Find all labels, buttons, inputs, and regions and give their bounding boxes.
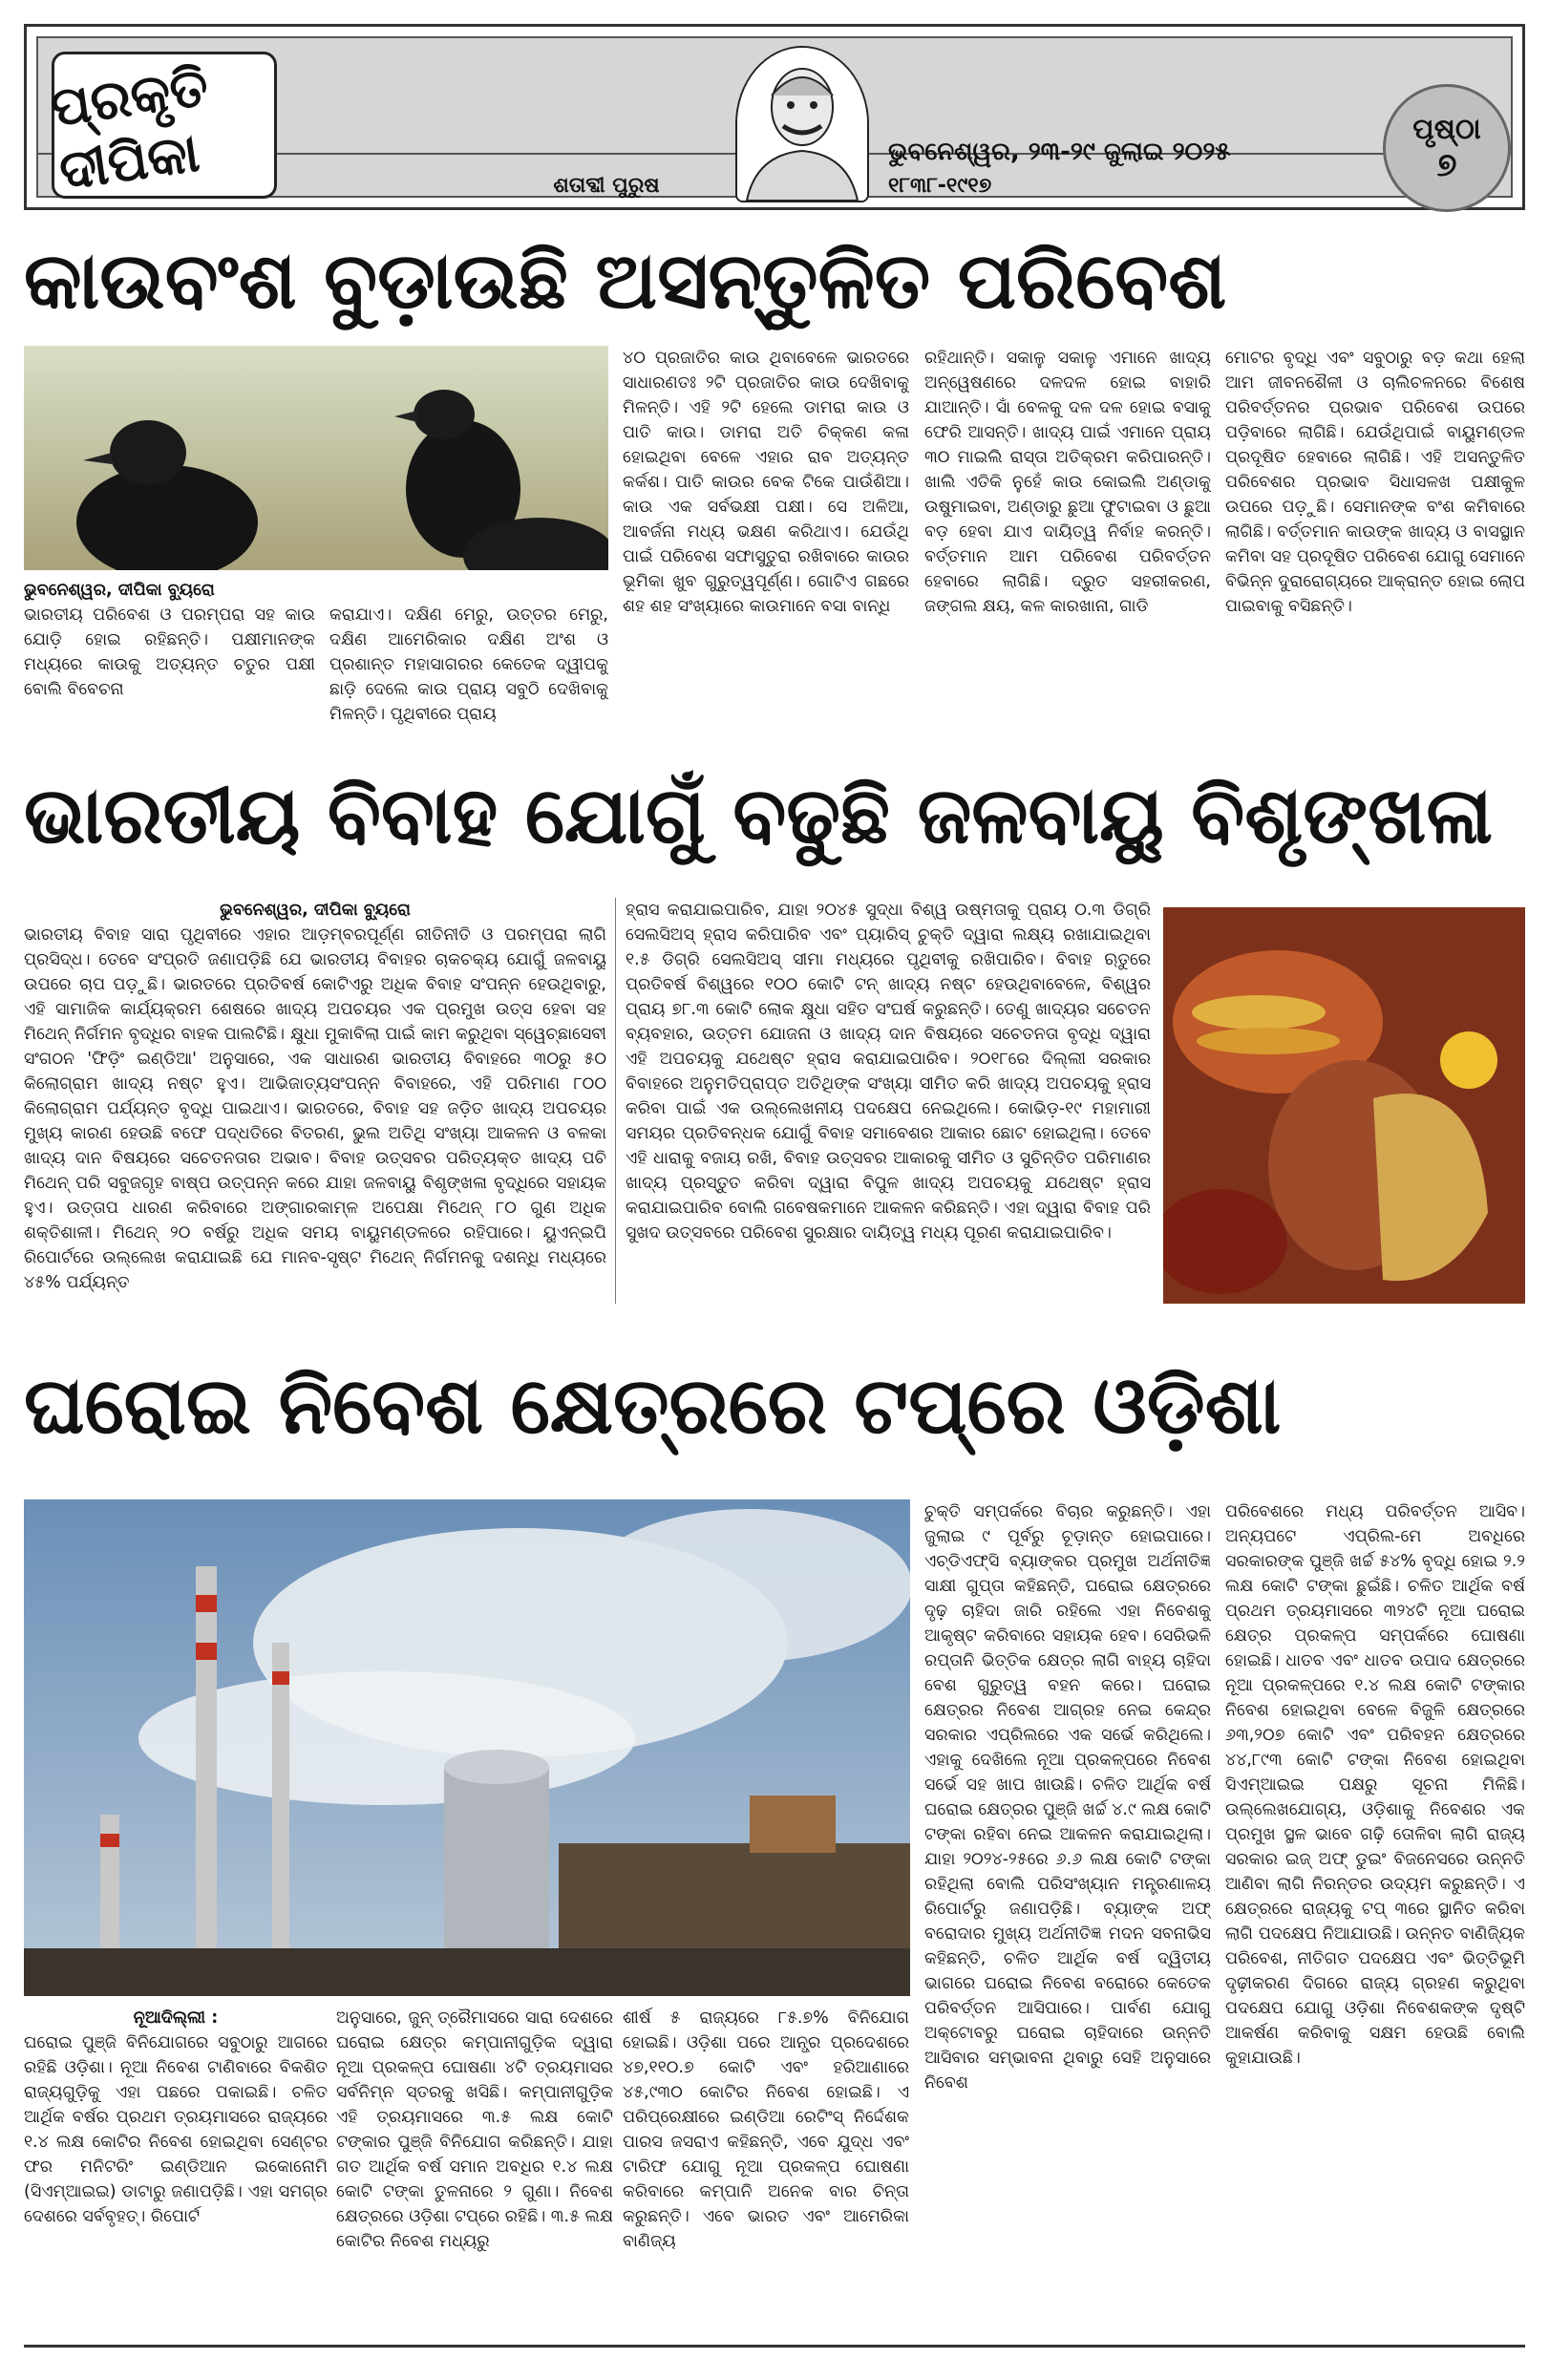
story3-col3-text: ଶୀର୍ଷ ୫ ରାଜ୍ୟରେ ୮୫.୭% ବିନିଯୋଗ ହୋଇଛି। ଓଡ଼ିଶା ପରେ ଆନ୍ଧ୍ର ପ୍ରଦେଶରେ ୪୭,୧୧୦.୭ କୋଟି ଏବଂ ହରିଆଣାରେ ୪୫,୯୩୦ କୋଟିର ନିବେଶ ହୋଇଛି। ଏ ପରିପ୍ରେକ୍ଷୀରେ ଇଣ୍ଡିଆ ରେଟିଂସ୍ ନିର୍ଦ୍ଦେଶକ ପାରସ ଜସରାଏ କହିଛନ୍ତି, ଏବେ ଯୁଦ୍ଧ ଏବଂ ଟାରିଫ ଯୋଗୁ ନୂଆ ପ୍ରକଳ୍ପ ଘୋଷଣା କରିବାରେ କମ୍ପାନି ଅନେକ ବାର ଚିନ୍ତା କରୁଛନ୍ତି। ଏବେ ଭାରତ ଏବଂ ଆମେରିକା ବାଣିଜ୍ୟ	[623, 2008, 909, 2251]
story2-column-1	[24, 898, 606, 1308]
crow-photo-icon	[24, 346, 608, 570]
portrait-illustration-icon	[735, 46, 869, 202]
masthead	[24, 24, 1525, 210]
story2-column-2	[626, 898, 1151, 1308]
logo-text: ପ୍ରକୃତି ଦୀପିକା	[46, 54, 213, 203]
masthead-panel	[36, 36, 1513, 203]
masthead-years: ୧୮୩୮-୧୯୧୭	[888, 174, 992, 198]
story1-column-4	[924, 346, 1211, 735]
story2-headline: ଭାରତୀୟ ବିବାହ ଯୋଗୁଁ ବଢୁଛି ଜଳବାୟୁ ବିଶୃଙ୍ଖଳା	[24, 771, 1494, 861]
wedding-photo-icon	[1163, 907, 1525, 1304]
story1-column-2	[329, 603, 608, 735]
story1-col1-text: ଭାରତୀୟ ପରିବେଶ ଓ ପରମ୍ପରା ସହ କାଉ ଯୋଡ଼ି ହୋଇ ରହିଛନ୍ତି। ପକ୍ଷୀମାନଙ୍କ ମଧ୍ୟରେ କାଉକୁ ଅତ୍ୟନ୍ତ ଚତୁର ପକ୍ଷୀ ବୋଲି ବିବେଚନା	[24, 606, 315, 699]
story1-headline: କାଉବଂଶ ବୁଡ଼ାଉଛି ଅସନ୍ତୁଳିତ ପରିବେଶ	[24, 236, 1227, 327]
story3-column-1	[24, 2006, 328, 2330]
factory-photo-icon	[24, 1499, 910, 1996]
story1-col4-text: ରହିଥାନ୍ତି। ସକାଳୁ ସକାଳୁ ଏମାନେ ଖାଦ୍ୟ ଅନ୍ୱେଷଣରେ ଦଳଦଳ ହୋଇ ବାହାରି ଯାଆନ୍ତି। ସାଁ ବେଳକୁ ଦଳ ଦଳ ହୋଇ ବସାକୁ ଫେରି ଆସନ୍ତି। ଖାଦ୍ୟ ପାଇଁ ଏମାନେ ପ୍ରାୟ ୩୦ ମାଇଲି ରାସ୍ତା ଅତିକ୍ରମ କରିପାରନ୍ତି। ଖାଲି ଏତିକି ନୁହେଁ କାଉ କୋଇଲି ଅଣ୍ଡାକୁ ଉଷୁମାଇବା, ଅଣ୍ଡାରୁ ଛୁଆ ଫୁଟାଇବା ଓ ଛୁଆ ବଡ଼ ହେବା ଯାଏ ଦାୟିତ୍ୱ ନିର୍ବାହ କରନ୍ତି। ବର୍ତ୍ତମାନ ଆମ ପରିବେଶ ପରିବର୍ତ୍ତନ ହେବାରେ ଲାଗିଛି। ଦ୍ରୁତ ସହରୀକରଣ, ଜଙ୍ଗଲ କ୍ଷୟ, କଳ କାରଖାନା, ଗାଡି	[924, 349, 1211, 616]
story1-col5-text: ମୋଟର ବୃଦ୍ଧି ଏବଂ ସବୁଠାରୁ ବଡ଼ କଥା ହେଲା ଆମ ଜୀବନଶୈଳୀ ଓ ଚାଲିଚଳନରେ ବିଶେଷ ପରିବର୍ତ୍ତନର ପ୍ରଭାବ ପରିବେଶ ଉପରେ ପଡ଼ିବାରେ ଲାଗିଛି। ଯେଉଁଥିପାଇଁ ବାୟୁମଣ୍ଡଳ ପ୍ରଦୂଷିତ ହେବାରେ ଲାଗିଛି। ଏହି ଅସନ୍ତୁଳିତ ପରିବେଶର ପ୍ରଭାବ ସିଧାସଳଖ ପକ୍ଷୀକୁଳ ଉପରେ ପଡ଼ୁଛି। ସେମାନଙ୍କ ବଂଶ କମିବାରେ ଲାଗିଛି। ବର୍ତ୍ତମାନ କାଉଙ୍କ ଖାଦ୍ୟ ଓ ବାସସ୍ଥାନ କମିବା ସହ ପ୍ରଦୂଷିତ ପରିବେଶ ଯୋଗୁ ସେମାନେ ବିଭିନ୍ନ ଦୁରାରୋଗ୍ୟରେ ଆକ୍ରାନ୍ତ ହୋଇ ଲୋପ ପାଇବାକୁ ବସିଛନ୍ତି।	[1225, 349, 1525, 616]
story1-column-3	[623, 346, 909, 735]
story2-byline: ଭୁବନେଶ୍ୱର, ଦୀପିକା ବ୍ୟୁରୋ	[220, 901, 411, 920]
story3-col4-text: ଚୁକ୍ତି ସମ୍ପର୍କରେ ବିଚାର କରୁଛନ୍ତି। ଏହା ଜୁଲାଇ ୯ ପୂର୍ବରୁ ଚୂଡ଼ାନ୍ତ ହୋଇପାରେ। ଏଚ୍‌ଡିଏଫ୍‌ସି ବ୍ୟାଙ୍କର ପ୍ରମୁଖ ଅର୍ଥନୀତିଜ୍ଞ ସାକ୍ଷୀ ଗୁପ୍ତା କହିଛନ୍ତି, ଘରୋଇ କ୍ଷେତ୍ରରେ ଦୃଢ଼ ଚାହିଦା ଜାରି ରହିଲେ ଏହା ନିବେଶକୁ ଆକୃଷ୍ଟ କରିବାରେ ସହାୟକ ହେବ। ସେରିଭଳି ରପ୍ତାନି ଭିତ୍ତିକ କ୍ଷେତ୍ର ଲାଗି ବାହ୍ୟ ଚାହିଦା ବେଶ ଗୁରୁତ୍ୱ ବହନ କରେ। ଘରୋଇ କ୍ଷେତ୍ରର ନିବେଶ ଆଗ୍ରହ ନେଇ କେନ୍ଦ୍ର ସରକାର ଏପ୍ରିଲରେ ଏକ ସର୍ଭେ କରିଥିଲେ। ଏହାକୁ ଦେଖିଲେ ନୂଆ ପ୍ରକଳ୍ପରେ ନିବେଶ ସର୍ଭେ ସହ ଖାପ ଖାଉଛି। ଚଳିତ ଆର୍ଥିକ ବର୍ଷ ଘରୋଇ କ୍ଷେତ୍ରର ପୁଞ୍ଜି ଖର୍ଚ୍ଚ ୪.୯ ଲକ୍ଷ କୋଟି ଟଙ୍କା ରହିବା ନେଇ ଆକଳନ କରାଯାଇଥିଲା। ଯାହା ୨୦୨୪-୨୫ରେ ୬.୬ ଲକ୍ଷ କୋଟି ଟଙ୍କା ରହିଥିଲା ବୋଲି ପରିସଂଖ୍ୟାନ ମନ୍ତ୍ରଣାଳୟ ରିପୋର୍ଟରୁ ଜଣାପଡ଼ିଛି। ବ୍ୟାଙ୍କ ଅଫ୍ ବରୋଦାର ମୁଖ୍ୟ ଅର୍ଥନୀତିଜ୍ଞ ମଦନ ସବନାଭିସ କହିଛନ୍ତି, ଚଳିତ ଆର୍ଥିକ ବର୍ଷ ଦ୍ୱିତୀୟ ଭାଗରେ ଘରୋଇ ନିବେଶ ବରୋରେ କେତେକ ପରିବର୍ତ୍ତନ ଆସିପାରେ। ପାର୍ବଣ ଯୋଗୁ ଅକ୍ଟୋବରୁ ଘରୋଇ ଚାହିଦାରେ ଉନ୍ନତି ଆସିବାର ସମ୍ଭାବନା ଥିବାରୁ ସେହି ଅନୁସାରେ ନିବେଶ	[924, 1502, 1211, 2093]
story1-column-1	[24, 578, 315, 735]
story2-col1-text: ଭାରତୀୟ ବିବାହ ସାରା ପୃଥିବୀରେ ଏହାର ଆଡ଼ମ୍ବରପୂର୍ଣ୍ଣ ରୀତିନୀତି ଓ ପରମ୍ପରା ଲାଗି ପ୍ରସିଦ୍ଧ। ତେବେ ସଂପ୍ରତି ଜଣାପଡ଼ିଛି ଯେ ଭାରତୀୟ ବିବାହର ଚାକଚକ୍ୟ ଯୋଗୁଁ ଜଳବାୟୁ ଉପରେ ଚାପ ପଡ଼ୁଛି। ଭାରତରେ ପ୍ରତିବର୍ଷ କୋଟିଏରୁ ଅଧିକ ବିବାହ ସଂପନ୍ନ ହେଉଥିବାରୁ, ଏହି ସାମାଜିକ କାର୍ଯ୍ୟକ୍ରମ ଶେଷରେ ଖାଦ୍ୟ ଅପଚୟର ଏକ ପ୍ରମୁଖ ଉତ୍ସ ହେବା ସହ ମିଥେନ୍ ନିର୍ଗମନ ବୃଦ୍ଧିର ବାହକ ପାଲଟିଛି। କ୍ଷୁଧା ମୁକାବିଲା ପାଇଁ କାମ କରୁଥିବା ସ୍ୱେଚ୍ଛାସେବୀ ସଂଗଠନ 'ଫିଡ଼ିଂ ଇଣ୍ଡିଆ' ଅନୁସାରେ, ଏକ ସାଧାରଣ ଭାରତୀୟ ବିବାହରେ ୩୦ରୁ ୫୦ କିଲୋଗ୍ରାମ ଖାଦ୍ୟ ନଷ୍ଟ ହୁଏ। ଆଭିଜାତ୍ୟସଂପନ୍ନ ବିବାହରେ, ଏହି ପରିମାଣ ୮୦୦ କିଲୋଗ୍ରାମ ପର୍ଯ୍ୟନ୍ତ ବୃଦ୍ଧି ପାଇଥାଏ। ଭାରତରେ, ବିବାହ ସହ ଜଡ଼ିତ ଖାଦ୍ୟ ଅପଚୟର ମୁଖ୍ୟ କାରଣ ହେଉଛି ବଫେ ପଦ୍ଧତିରେ ବିତରଣ, ଭୁଲ ଅତିଥି ସଂଖ୍ୟା ଆକଳନ ଓ ବଳକା ଖାଦ୍ୟ ଦାନ ବିଷୟରେ ସଚେତନତାର ଅଭାବ। ବିବାହ ଉତ୍ସବର ପରିତ୍ୟକ୍ତ ଖାଦ୍ୟ ପଚି ମିଥେନ୍ ପରି ସବୁଜଗୃହ ବାଷ୍ପ ଉତ୍ପନ୍ନ କରେ ଯାହା ଜଳବାୟୁ ବିଶୃଙ୍ଖଳା ବୃଦ୍ଧିରେ ସହାୟକ ହୁଏ। ଉତ୍ତାପ ଧାରଣ କରିବାରେ ଅଙ୍ଗାରକାମ୍ଳ ଅପେକ୍ଷା ମିଥେନ୍ ୮୦ ଗୁଣ ଅଧିକ ଶକ୍ତିଶାଳୀ। ମିଥେନ୍ ୨୦ ବର୍ଷରୁ ଅଧିକ ସମୟ ବାୟୁମଣ୍ଡଳରେ ରହିପାରେ। ୟୁଏନ୍‌ଇପି ରିପୋର୍ଟରେ ଉଲ୍ଲେଖ କରାଯାଇଛି ଯେ ମାନବ-ସୃଷ୍ଟ ମିଥେନ୍ ନିର୍ଗମନକୁ ଦଶନ୍ଧି ମଧ୍ୟରେ ୪୫% ପର୍ଯ୍ୟନ୍ତ	[24, 925, 606, 1292]
story1-column-5	[1225, 346, 1525, 735]
newspaper-logo	[46, 52, 277, 203]
story3-column-2	[336, 2006, 613, 2330]
page-label: ପୃଷ୍ଠା	[1412, 112, 1481, 146]
story1-col3-text: ୪୦ ପ୍ରଜାତିର କାଉ ଥିବାବେଳେ ଭାରତରେ ସାଧାରଣତଃ ୨ଟି ପ୍ରଜାତିର କାଉ ଦେଖିବାକୁ ମିଳନ୍ତି। ଏହି ୨ଟି ହେଲେ ଡାମରା କାଉ ଓ ପାତି କାଉ। ଡାମରା ଅତି ଚିକ୍କଣ କଳା ହୋଇଥିବା ବେଳେ ଏହାର ରାବ ଅତ୍ୟନ୍ତ କର୍କଶ। ପାତି କାଉର ବେକ ଟିକେ ପାଉଁଶିଆ। କାଉ ଏକ ସର୍ବଭକ୍ଷୀ ପକ୍ଷୀ। ସେ ଅଳିଆ, ଆବର୍ଜନା ମଧ୍ୟ ଭକ୍ଷଣ କରିଥାଏ। ଯେଉଁଥି ପାଇଁ ପରିବେଶ ସଫାସୁତୁରା ରଖିବାରେ କାଉର ଭୂମିକା ଖୁବ ଗୁରୁତ୍ୱପୂର୍ଣ୍ଣ। ଗୋଟିଏ ଗଛରେ ଶହ ଶହ ସଂଖ୍ୟାରେ କାଉମାନେ ବସା ବାନ୍ଧି	[623, 349, 909, 616]
story3-col2-text: ଅନୁସାରେ, ଜୁନ୍ ତ୍ରୈମାସରେ ସାରା ଦେଶରେ ଘରୋଇ କ୍ଷେତ୍ର କମ୍ପାନୀଗୁଡ଼ିକ ଦ୍ୱାରା ନୂଆ ପ୍ରକଳ୍ପ ଘୋଷଣା ୪ଟି ତ୍ରୟମାସର ସର୍ବନିମ୍ନ ସ୍ତରକୁ ଖସିଛି। କମ୍ପାନୀଗୁଡ଼ିକ ଏହି ତ୍ରୟମାସରେ ୩.୫ ଲକ୍ଷ କୋଟି ଟଙ୍କାର ପୁଞ୍ଜି ବିନିଯୋଗ କରିଛନ୍ତି। ଯାହା ଗତ ଆର୍ଥିକ ବର୍ଷ ସମାନ ଅବଧିର ୧.୪ ଲକ୍ଷ କୋଟି ଟଙ୍କା ତୁଳନାରେ ୨ ଗୁଣା। ନିବେଶ କ୍ଷେତ୍ରରେ ଓଡ଼ିଶା ଟପ୍‌ରେ ରହିଛି। ୩.୫ ଲକ୍ଷ କୋଟିର ନିବେଶ ମଧ୍ୟରୁ	[336, 2008, 613, 2251]
issue-dateline: ଭୁବନେଶ୍ୱର, ୨୩-୨୯ ଜୁଲାଇ ୨୦୨୫	[888, 138, 1231, 166]
story3-byline: ନୂଆଦିଲ୍ଲୀ :	[133, 2008, 219, 2028]
story3-column-3	[623, 2006, 909, 2330]
story1-byline: ଭୁବନେଶ୍ୱର, ଦୀପିକା ବ୍ୟୁରୋ	[24, 581, 215, 600]
story3-column-5	[1225, 1499, 1525, 2330]
story3-col5-text: ପରିବେଶରେ ମଧ୍ୟ ପରିବର୍ତ୍ତନ ଆସିବ। ଅନ୍ୟପଟେ ଏପ୍ରିଲ-ମେ ଅବଧିରେ ସରକାରଙ୍କ ପୁଞ୍ଜି ଖର୍ଚ୍ଚ ୫୪% ବୃଦ୍ଧି ହୋଇ ୨.୨ ଲକ୍ଷ କୋଟି ଟଙ୍କା ଛୁଇଁଛି। ଚଳିତ ଆର୍ଥିକ ବର୍ଷ ପ୍ରଥମ ତ୍ରୟମାସରେ ୩୨୪ଟି ନୂଆ ଘରୋଇ କ୍ଷେତ୍ର ପ୍ରକଳ୍ପ ସମ୍ପର୍କରେ ଘୋଷଣା ହୋଇଛି। ଧାତବ ଏବଂ ଧାତବ ଉପାଦ କ୍ଷେତ୍ରରେ ନୂଆ ପ୍ରକଳ୍ପରେ ୧.୪ ଲକ୍ଷ କୋଟି ଟଙ୍କାର ନିବେଶ ହୋଇଥିବା ବେଳେ ବିଜୁଳି କ୍ଷେତ୍ରରେ ୬୩,୨୦୭ କୋଟି ଏବଂ ପରିବହନ କ୍ଷେତ୍ରରେ ୪୪,୮୯୩ କୋଟି ଟଙ୍କା ନିବେଶ ହୋଇଥିବା ସିଏମ୍‌ଆଇଇ ପକ୍ଷରୁ ସୂଚନା ମିଳିଛି। ଉଲ୍ଲେଖଯୋଗ୍ୟ, ଓଡ଼ିଶାକୁ ନିବେଶର ଏକ ପ୍ରମୁଖ ସ୍ଥଳ ଭାବେ ଗଢ଼ି ତୋଳିବା ଲାଗି ରାଜ୍ୟ ସରକାର ଇଜ୍ ଅଫ୍ ଡୁଇଂ ବିଜନେସରେ ଉନ୍ନତି ଆଣିବା ଲାଗି ନିରନ୍ତର ଉଦ୍ୟମ କରୁଛନ୍ତି। ଏ କ୍ଷେତ୍ରରେ ରାଜ୍ୟକୁ ଟପ୍ ୩ରେ ସ୍ଥାନିତ କରିବା ଲାଗି ପଦକ୍ଷେପ ନିଆଯାଉଛି। ଉନ୍ନତ ବାଣିଜ୍ୟିକ ପରିବେଶ, ନୀତିଗତ ପଦକ୍ଷେପ ଏବଂ ଭିତ୍ତିଭୂମି ଦୃଢ଼ୀକରଣ ଦିଗରେ ରାଜ୍ୟ ଗ୍ରହଣ କରୁଥିବା ପଦକ୍ଷେପ ଯୋଗୁ ଓଡ଼ିଶା ନିବେଶକଙ୍କ ଦୃଷ୍ଟି ଆକର୍ଷଣ କରିବାକୁ ସକ୍ଷମ ହେଉଛି ବୋଲି କୁହାଯାଉଛି।	[1225, 1502, 1525, 2068]
page-number-badge	[1383, 84, 1511, 212]
story2-col2-text: ହ୍ରାସ କରାଯାଇପାରିବ, ଯାହା ୨୦୪୫ ସୁଦ୍ଧା ବିଶ୍ୱ ଉଷ୍ମତାକୁ ପ୍ରାୟ ୦.୩ ଡିଗ୍ରି ସେଲସିଅସ୍ ହ୍ରାସ କରିପାରିବ ଏବଂ ପ୍ୟାରିସ୍ ଚୁକ୍ତି ଦ୍ୱାରା ଲକ୍ଷ୍ୟ ରଖାଯାଇଥିବା ୧.୫ ଡିଗ୍ରି ସେଲସିଅସ୍ ସୀମା ମଧ୍ୟରେ ପୃଥିବୀକୁ ରଖିପାରିବ। ବିବାହ ଋତୁରେ ପ୍ରତିବର୍ଷ ବିଶ୍ୱରେ ୧୦୦ କୋଟି ଟନ୍ ଖାଦ୍ୟ ନଷ୍ଟ ହେଉଥିବାବେଳେ, ବିଶ୍ୱର ପ୍ରାୟ ୭୮.୩ କୋଟି ଲୋକ କ୍ଷୁଧା ସହିତ ସଂଘର୍ଷ କରୁଛନ୍ତି। ତେଣୁ ଖାଦ୍ୟର ସଚେତନ ବ୍ୟବହାର, ଉତ୍ତମ ଯୋଜନା ଓ ଖାଦ୍ୟ ଦାନ ବିଷୟରେ ସଚେତନତା ବୃଦ୍ଧି ଦ୍ୱାରା ଏହି ଅପଚୟକୁ ଯଥେଷ୍ଟ ହ୍ରାସ କରାଯାଇପାରିବ। ୨୦୧୮ରେ ଦିଲ୍ଲୀ ସରକାର ବିବାହରେ ଅନୁମତିପ୍ରାପ୍ତ ଅତିଥିଙ୍କ ସଂଖ୍ୟା ସୀମିତ କରି ଖାଦ୍ୟ ଅପଚୟକୁ ହ୍ରାସ କରିବା ପାଇଁ ଏକ ଉଲ୍ଲେଖନୀୟ ପଦକ୍ଷେପ ନେଇଥିଲେ। କୋଭିଡ଼-୧୯ ମହାମାରୀ ସମୟର ପ୍ରତିବନ୍ଧକ ଯୋଗୁଁ ବିବାହ ସମାବେଶର ଆକାର ଛୋଟ ହୋଇଥିଲା। ତେବେ ଏହି ଧାରାକୁ ବଜାୟ ରଖି, ବିବାହ ଉତ୍ସବର ଆକାରକୁ ସୀମିତ ଓ ସୁଚିନ୍ତିତ ପରିମାଣର ଖାଦ୍ୟ ପ୍ରସ୍ତୁତ କରିବା ଦ୍ୱାରା ବିପୁଳ ଖାଦ୍ୟ ଅପଚୟକୁ ଯଥେଷ୍ଟ ହ୍ରାସ କରାଯାଇପାରିବ ବୋଲି ଗବେଷକମାନେ ଆକଳନ କରିଛନ୍ତି। ଏହା ଦ୍ୱାରା ବିବାହ ପରି ସୁଖଦ ଉତ୍ସବରେ ପରିବେଶ ସୁରକ୍ଷାର ଦାୟିତ୍ୱ ମଧ୍ୟ ପୂରଣ କରାଯାଇପାରିବ।	[626, 901, 1151, 1243]
page-bottom-rule	[24, 2345, 1525, 2348]
story2-column-divider	[615, 898, 616, 1304]
masthead-tagline: ଶତାବ୍ଦୀ ପୁରୁଷ	[553, 174, 660, 198]
page-number: ୭	[1436, 145, 1457, 184]
story3-column-4	[924, 1499, 1211, 2330]
story1-col2-text: କରାଯାଏ। ଦକ୍ଷିଣ ମେରୁ, ଉତ୍ତର ମେରୁ, ଦକ୍ଷିଣ ଆମେରିକାର ଦକ୍ଷିଣ ଅଂଶ ଓ ପ୍ରଶାନ୍ତ ମହାସାଗରର କେତେକ ଦ୍ୱୀପକୁ ଛାଡ଼ି ଦେଲେ କାଉ ପ୍ରାୟ ସବୁଠି ଦେଖିବାକୁ ମିଳନ୍ତି। ପୃଥିବୀରେ ପ୍ରାୟ	[329, 606, 608, 724]
story3-col1-text: ଘରୋଇ ପୁଞ୍ଜି ବିନିଯୋଗରେ ସବୁଠାରୁ ଆଗରେ ରହିଛି ଓଡ଼ିଶା। ନୂଆ ନିବେଶ ଟାଣିବାରେ ବିକଶିତ ରାଜ୍ୟଗୁଡ଼ିକୁ ଏହା ପଛରେ ପକାଇଛି। ଚଳିତ ଆର୍ଥିକ ବର୍ଷର ପ୍ରଥମ ତ୍ରୟମାସରେ ରାଜ୍ୟରେ ୧.୪ ଲକ୍ଷ କୋଟିର ନିବେଶ ହୋଇଥିବା ସେଣ୍ଟର ଫର ମନିଟରିଂ ଇଣ୍ଡିଆନ ଇକୋନୋମି (ସିଏମ୍‌ଆଇଇ) ଡାଟାରୁ ଜଣାପଡ଼ିଛି। ଏହା ସମଗ୍ର ଦେଶରେ ସର୍ବବୃହତ୍। ରିପୋର୍ଟ	[24, 2033, 328, 2226]
story3-headline: ଘରୋଇ ନିବେଶ କ୍ଷେତ୍ରରେ ଟପ୍‌ରେ ଓଡ଼ିଶା	[24, 1361, 1282, 1452]
